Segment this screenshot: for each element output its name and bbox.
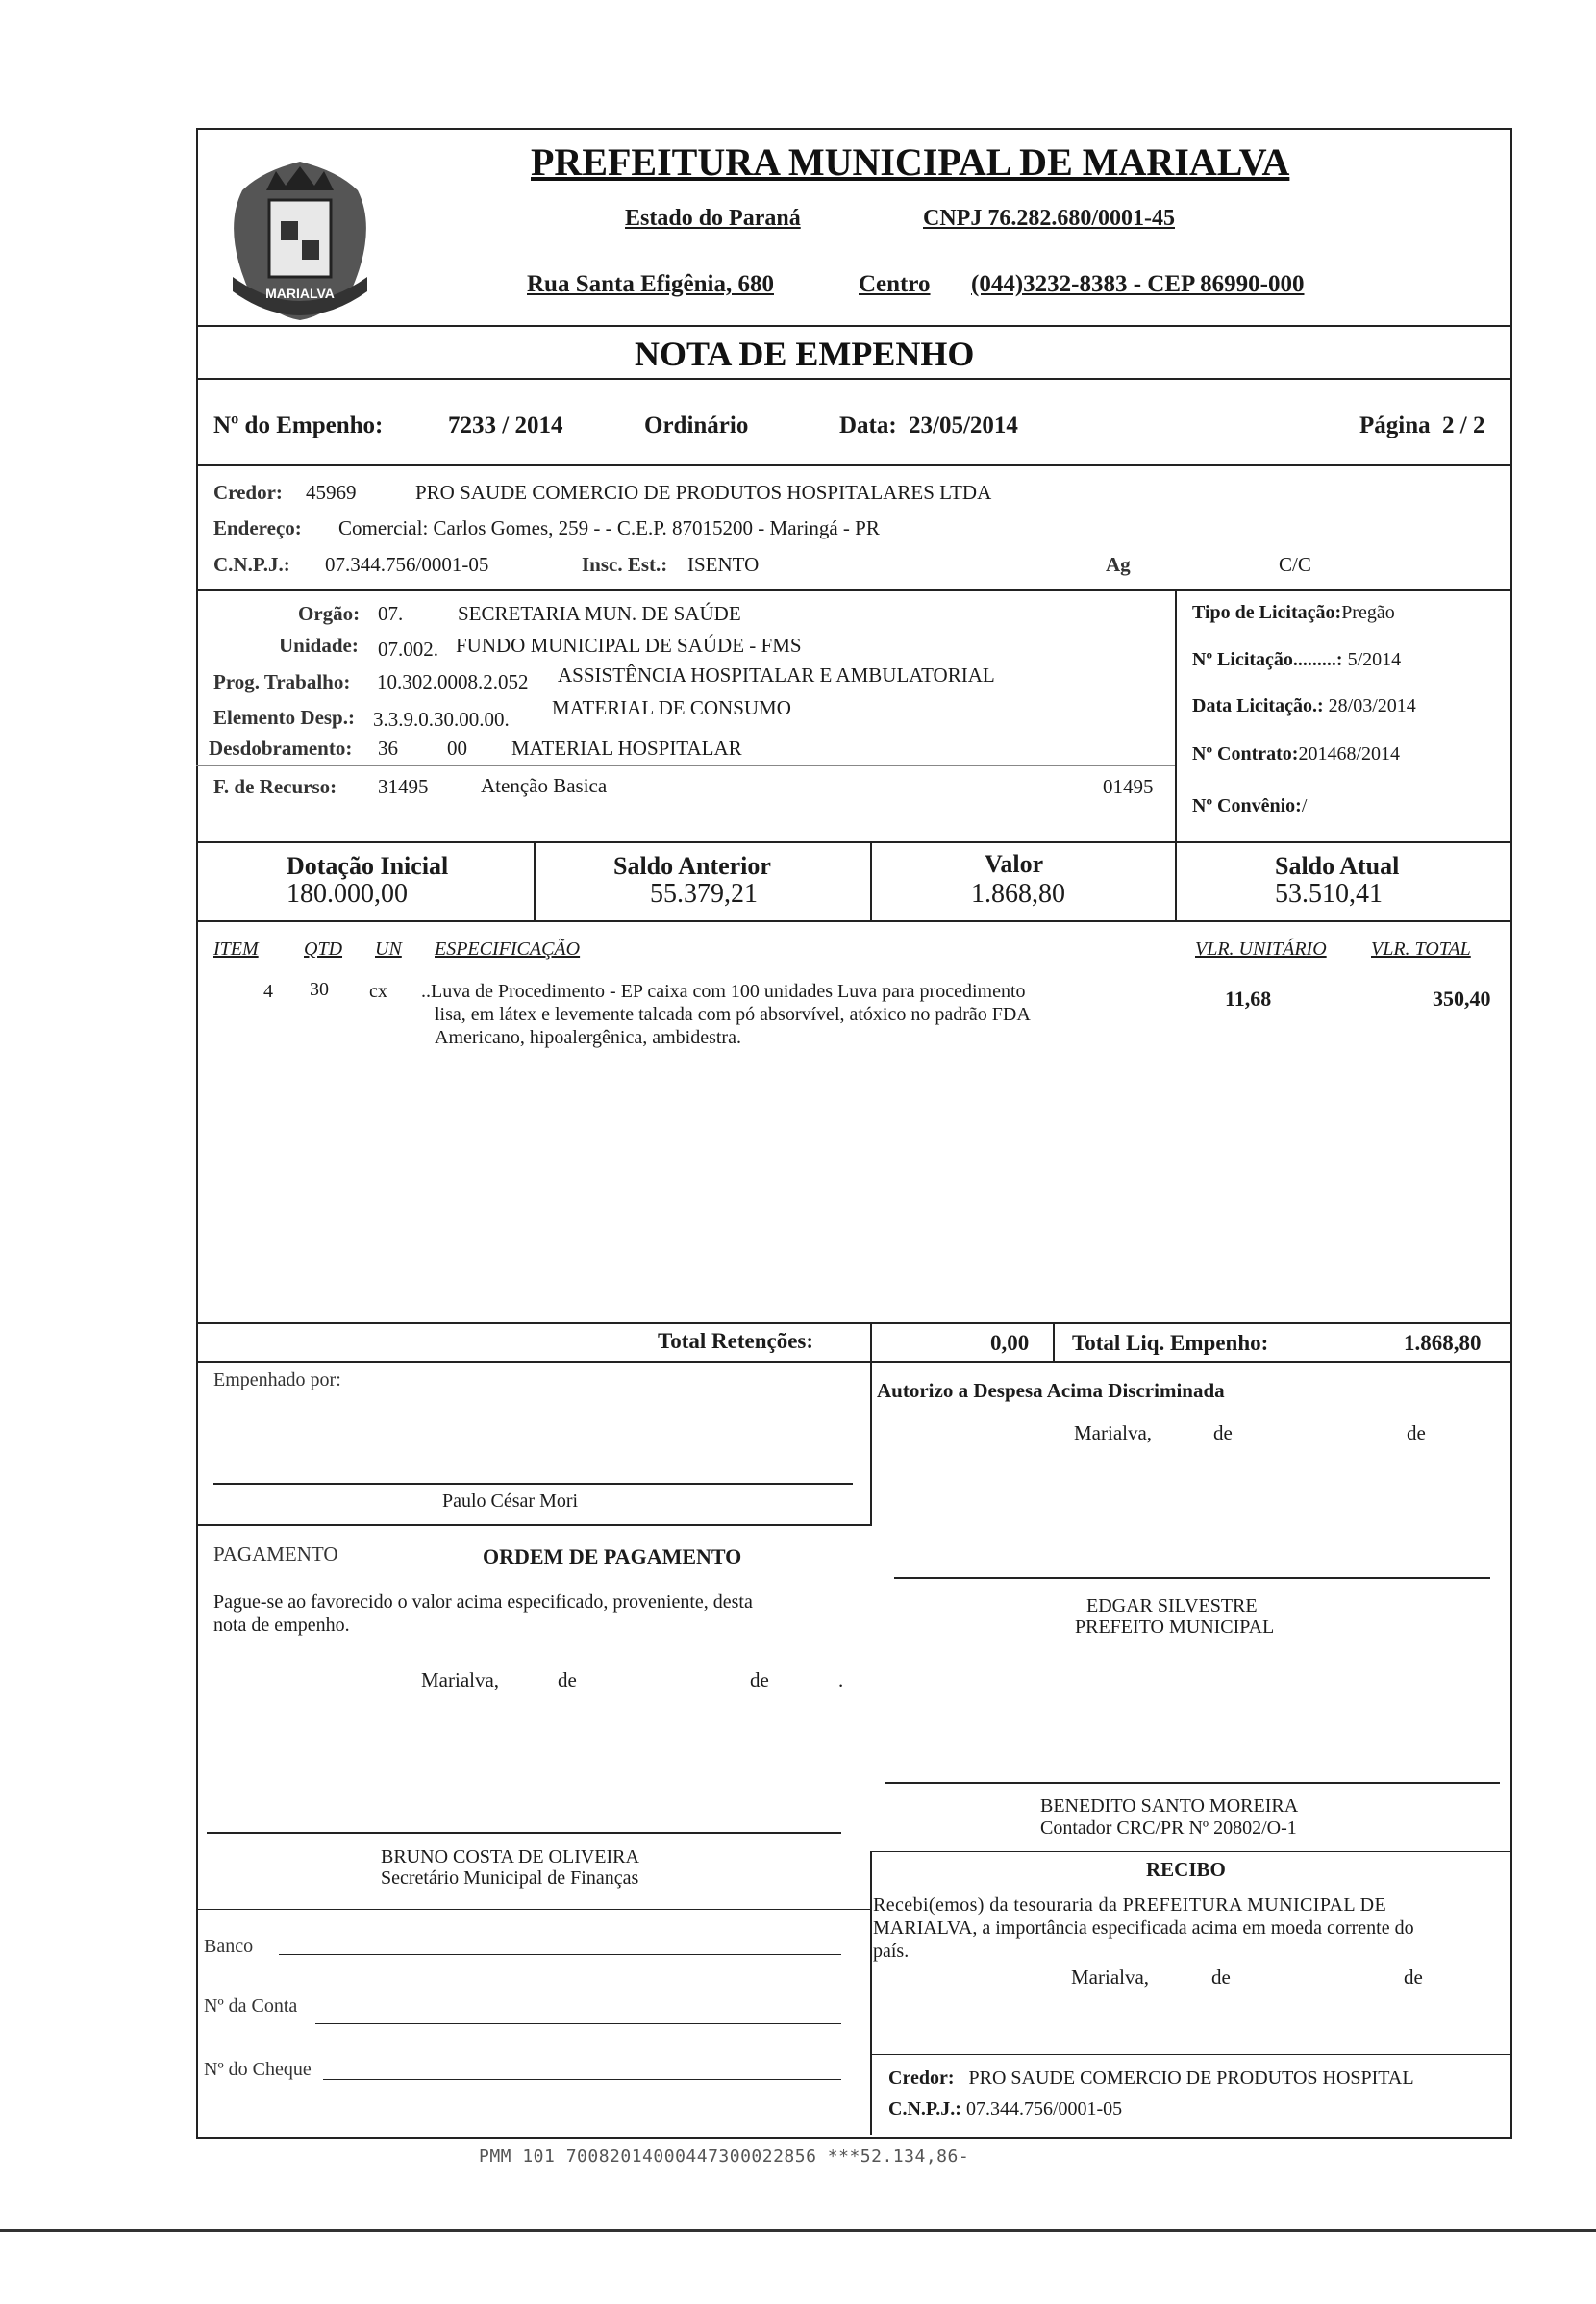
check-code: PMM 101 70082014000447300022856 ***52.134,86-	[479, 2146, 970, 2166]
orgao-name: SECRETARIA MUN. DE SAÚDE	[458, 602, 741, 625]
desdobramento-label: Desdobramento:	[209, 737, 353, 760]
district: Centro	[859, 271, 931, 297]
pagamento-de1: de	[558, 1668, 577, 1691]
contador-role: Contador CRC/PR Nº 20802/O-1	[1040, 1817, 1297, 1839]
contador-name: BENEDITO SANTO MOREIRA	[1040, 1795, 1299, 1816]
insc-label: Insc. Est.:	[582, 553, 668, 576]
pagamento-label: PAGAMENTO	[213, 1542, 338, 1565]
licitacao-number	[1192, 649, 1401, 671]
item-spec-line1: ..Luva de Procedimento - EP caixa com 100 unidades Luva para procedimento	[421, 981, 1026, 1002]
credor-footer-name: PRO SAUDE COMERCIO DE PRODUTOS HOSPITAL	[968, 2067, 1414, 2089]
unidade-name: FUNDO MUNICIPAL DE SAÚDE - FMS	[456, 634, 802, 657]
col-item: ITEM	[213, 939, 259, 960]
contrato-label: Nº Contrato:	[1192, 743, 1299, 764]
credor-name: PRO SAUDE COMERCIO DE PRODUTOS HOSPITALARES LTDA	[415, 481, 992, 504]
credor-insc: ISENTO	[687, 553, 760, 576]
recibo-line1: Recebi(emos) da tesouraria da PREFEITURA MUNICIPAL DE	[873, 1894, 1387, 1916]
pagamento-dot: .	[838, 1668, 844, 1691]
credor-address: Comercial: Carlos Gomes, 259 - - C.E.P. 87015200 - Maringá - PR	[338, 516, 880, 539]
col-total: VLR. TOTAL	[1371, 939, 1471, 960]
col-unit: VLR. UNITÁRIO	[1195, 939, 1327, 960]
recibo-title: RECIBO	[1146, 1858, 1226, 1881]
recurso-ref: 01495	[1103, 775, 1154, 798]
convenio-label: Nº Convênio:	[1192, 795, 1302, 816]
empenho-date: 23/05/2014	[909, 413, 1018, 438]
item-unit-price: 11,68	[1225, 987, 1272, 1011]
cnpj-header: CNPJ 76.282.680/0001-45	[923, 206, 1175, 231]
cnpj-label: C.N.P.J.:	[213, 553, 290, 576]
licitacao-type-label: Tipo de Licitação:	[1192, 602, 1342, 623]
valor-label: Valor	[985, 850, 1044, 878]
licitacao-date	[1192, 695, 1416, 717]
secretario-name: BRUNO COSTA DE OLIVEIRA	[381, 1846, 639, 1867]
scan-edge	[0, 2229, 1596, 2232]
empenho-type: Ordinário	[644, 413, 749, 438]
convenio	[1192, 795, 1307, 817]
autorizo-de2: de	[1407, 1421, 1426, 1444]
autorizo-de1: de	[1213, 1421, 1233, 1444]
elemento-name: MATERIAL DE CONSUMO	[552, 696, 791, 719]
address-label: Endereço:	[213, 516, 302, 539]
dotacao-value: 180.000,00	[287, 879, 408, 909]
secretario-role: Secretário Municipal de Finanças	[381, 1867, 639, 1889]
credor-footer-label: Credor:	[888, 2067, 955, 2089]
dotacao-label: Dotação Inicial	[287, 852, 449, 880]
prog-label: Prog. Trabalho:	[213, 670, 351, 693]
valor-value: 1.868,80	[971, 879, 1065, 909]
recurso-label: F. de Recurso:	[213, 775, 337, 798]
recibo-de2: de	[1404, 1966, 1423, 1989]
prog-code: 10.302.0008.2.052	[377, 670, 529, 693]
unidade-label: Unidade:	[279, 634, 359, 657]
credor-footer-cnpj-row	[888, 2098, 1122, 2120]
saldo-atual-label: Saldo Atual	[1275, 852, 1400, 880]
col-spec: ESPECIFICAÇÃO	[435, 939, 581, 960]
liq-value: 1.868,80	[1404, 1331, 1482, 1355]
convenio-value: /	[1301, 795, 1308, 816]
item-spec-line3: Americano, hipoalergênica, ambidestra.	[435, 1027, 741, 1048]
credor-footer	[888, 2067, 1414, 2090]
liq-label: Total Liq. Empenho:	[1072, 1331, 1269, 1355]
prefeito-role: PREFEITO MUNICIPAL	[1075, 1616, 1275, 1638]
item-qtd: 30	[310, 979, 329, 1000]
autorizo-place: Marialva,	[1074, 1421, 1153, 1444]
licitacao-date-label: Data Licitação.:	[1192, 695, 1324, 716]
document-title: NOTA DE EMPENHO	[635, 335, 975, 373]
prog-name: ASSISTÊNCIA HOSPITALAR E AMBULATORIAL	[558, 664, 995, 687]
pagamento-de2: de	[750, 1668, 769, 1691]
col-qtd: QTD	[304, 939, 343, 960]
retencoes-value: 0,00	[990, 1331, 1030, 1355]
table-row	[202, 976, 1505, 1072]
recurso-name: Atenção Basica	[481, 774, 608, 797]
licitacao-number-value: 5/2014	[1347, 649, 1402, 670]
ordem-pagamento: ORDEM DE PAGAMENTO	[483, 1544, 742, 1568]
credor-footer-cnpj: 07.344.756/0001-05	[965, 2098, 1123, 2119]
pagamento-text-line1: Pague-se ao favorecido o valor acima especificado, proveniente, desta	[213, 1591, 753, 1613]
unidade-code: 07.002.	[378, 638, 438, 661]
desdobramento-sub: 00	[447, 737, 467, 760]
elemento-code: 3.3.9.0.30.00.00.	[373, 708, 510, 731]
contrato-value: 201468/2014	[1298, 743, 1401, 764]
phone-cep: (044)3232-8383 - CEP 86990-000	[971, 271, 1305, 297]
item-total-price: 350,40	[1433, 987, 1491, 1011]
empenho-date-label: Data:	[839, 413, 897, 438]
page-label: Página	[1359, 413, 1431, 438]
desdobramento-name: MATERIAL HOSPITALAR	[511, 737, 742, 760]
state-name: Estado do Paraná	[625, 206, 801, 231]
banco-label: Banco	[204, 1936, 254, 1957]
title-text: PREFEITURA MUNICIPAL DE MARIALVA	[531, 140, 1290, 184]
recibo-line2: MARIALVA, a importância especificada acima em moeda corrente do	[873, 1917, 1414, 1939]
contrato	[1192, 743, 1400, 765]
orgao-code: 07.	[378, 602, 404, 625]
item-spec-line2: lisa, em látex e levemente talcada com pó absorvível, atóxico no padrão FDA	[435, 1004, 1031, 1025]
conta-label: Nº da Conta	[204, 1995, 298, 2016]
licitacao-number-label: Nº Licitação.........:	[1192, 649, 1343, 670]
recibo-line3: país.	[873, 1941, 910, 1962]
licitacao-type-value: Pregão	[1341, 602, 1395, 623]
elemento-label: Elemento Desp.:	[213, 706, 355, 729]
empenhado-label: Empenhado por:	[213, 1369, 341, 1390]
credor-label: Credor:	[213, 481, 283, 504]
cheque-label: Nº do Cheque	[204, 2059, 312, 2080]
autorizo-label: Autorizo a Despesa Acima Discriminada	[877, 1379, 1225, 1402]
municipality-title	[531, 139, 1289, 185]
credor-cnpj: 07.344.756/0001-05	[325, 553, 489, 576]
saldo-anterior-label: Saldo Anterior	[613, 852, 771, 880]
retencoes-label: Total Retenções:	[658, 1329, 814, 1353]
crest-text: MARIALVA	[265, 286, 335, 301]
pagamento-place: Marialva,	[421, 1668, 500, 1691]
empenho-label: Nº do Empenho:	[213, 413, 384, 438]
empenho-number: 7233 / 2014	[448, 413, 563, 438]
page-number: 2 / 2	[1442, 413, 1485, 438]
recurso-code: 31495	[378, 775, 429, 798]
credor-code: 45969	[306, 481, 357, 504]
recibo-place: Marialva,	[1071, 1966, 1150, 1989]
orgao-label: Orgão:	[298, 602, 361, 625]
cc-label: C/C	[1279, 553, 1311, 576]
desdobramento-code: 36	[378, 737, 398, 760]
credor-footer-cnpj-label: C.N.P.J.:	[888, 2098, 961, 2119]
prefeito-name: EDGAR SILVESTRE	[1086, 1595, 1258, 1616]
licitacao-type	[1192, 602, 1395, 624]
col-un: UN	[375, 939, 402, 960]
empenhado-signer: Paulo César Mori	[442, 1490, 579, 1512]
item-number: 4	[263, 981, 273, 1002]
saldo-atual-value: 53.510,41	[1275, 879, 1383, 909]
item-un: cx	[369, 981, 387, 1002]
ag-label: Ag	[1106, 553, 1131, 576]
street-address: Rua Santa Efigênia, 680	[527, 271, 774, 297]
recibo-de1: de	[1211, 1966, 1231, 1989]
municipal-crest	[204, 133, 396, 335]
saldo-anterior-value: 55.379,21	[650, 879, 758, 909]
pagamento-text-line2: nota de empenho.	[213, 1615, 350, 1636]
licitacao-date-value: 28/03/2014	[1328, 695, 1416, 716]
